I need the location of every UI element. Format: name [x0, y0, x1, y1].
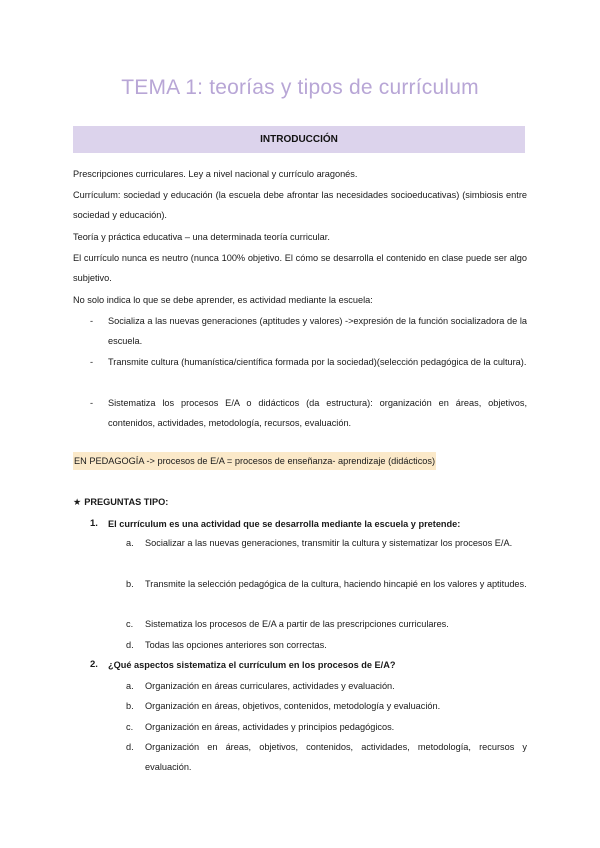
paragraph-neutro: El currículo nunca es neutro (nunca 100% objetivo. El cómo se desarrolla el contenido en clase puede ser algo subjetivo.: [73, 253, 527, 283]
bullet-item: Sistematiza los procesos E/A o didácticos (da estructura): organización en áreas, objetivos, contenidos, actividades, metodología, recursos, evaluación.: [108, 398, 527, 428]
paragraph-teoria: Teoría y práctica educativa – una determinada teoría curricular.: [73, 232, 330, 242]
question-text: ¿Qué aspectos sistematiza el currículum en los procesos de E/A?: [108, 660, 396, 670]
option-letter: c.: [126, 722, 134, 732]
option-letter: a.: [126, 538, 134, 548]
option-text: Todas las opciones anteriores son correctas.: [145, 640, 327, 650]
option-letter: a.: [126, 681, 134, 691]
preguntas-heading: [73, 494, 168, 510]
option-text: Organización en áreas curriculares, actividades y evaluación.: [145, 681, 395, 691]
option-letter: b.: [126, 701, 134, 711]
question-text: El currículum es una actividad que se desarrolla mediante la escuela y pretende:: [108, 519, 461, 529]
option-text: Organización en áreas, actividades y principios pedagógicos.: [145, 722, 395, 732]
option-text: Transmite la selección pedagógica de la cultura, haciendo hincapié en los valores y aptitudes.: [145, 579, 527, 589]
option-text: Organización en áreas, objetivos, contenidos, metodología y evaluación.: [145, 701, 441, 711]
bullet-marker: -: [90, 398, 94, 408]
section-header-bar: [73, 126, 525, 153]
option-letter: b.: [126, 579, 134, 589]
paragraph-no-solo: No solo indica lo que se debe aprender, es actividad mediante la escuela:: [73, 295, 373, 305]
option-letter: d.: [126, 640, 134, 650]
bullet-marker: -: [90, 316, 94, 326]
highlighted-note: EN PEDAGOGÍA -> procesos de E/A = procesos de enseñanza- aprendizaje (didácticos): [73, 452, 436, 470]
bullet-item: Socializa a las nuevas generaciones (aptitudes y valores) ->expresión de la función socializadora de la escuela.: [108, 316, 527, 346]
option-text: Socializar a las nuevas generaciones, transmitir la cultura y sistematizar los procesos E/A.: [145, 538, 513, 548]
question-number: 1.: [90, 518, 98, 529]
option-text: Sistematiza los procesos de E/A a partir de las prescripciones curriculares.: [145, 619, 449, 629]
question-number: 2.: [90, 659, 98, 670]
preguntas-heading-text: PREGUNTAS TIPO:: [84, 497, 169, 507]
bullet-marker: -: [90, 357, 94, 367]
option-letter: d.: [126, 742, 134, 752]
section-title: INTRODUCCIÓN: [260, 134, 338, 145]
option-text: Organización en áreas, objetivos, contenidos, actividades, metodología, recursos y evaluación.: [145, 742, 527, 772]
star-icon: ★: [73, 497, 82, 507]
bullet-item: Transmite cultura (humanística/científica formada por la sociedad)(selección pedagógica de la cultura).: [108, 357, 527, 367]
paragraph-prescripciones: Prescripciones curriculares. Ley a nivel nacional y currículo aragonés.: [73, 169, 358, 179]
paragraph-curriculum: Currículum: sociedad y educación (la escuela debe afrontar las necesidades socioeducativas) (simbiosis entre sociedad y educación).: [73, 190, 527, 220]
page-title: TEMA 1: teorías y tipos de currículum: [121, 76, 479, 99]
option-letter: c.: [126, 619, 134, 629]
